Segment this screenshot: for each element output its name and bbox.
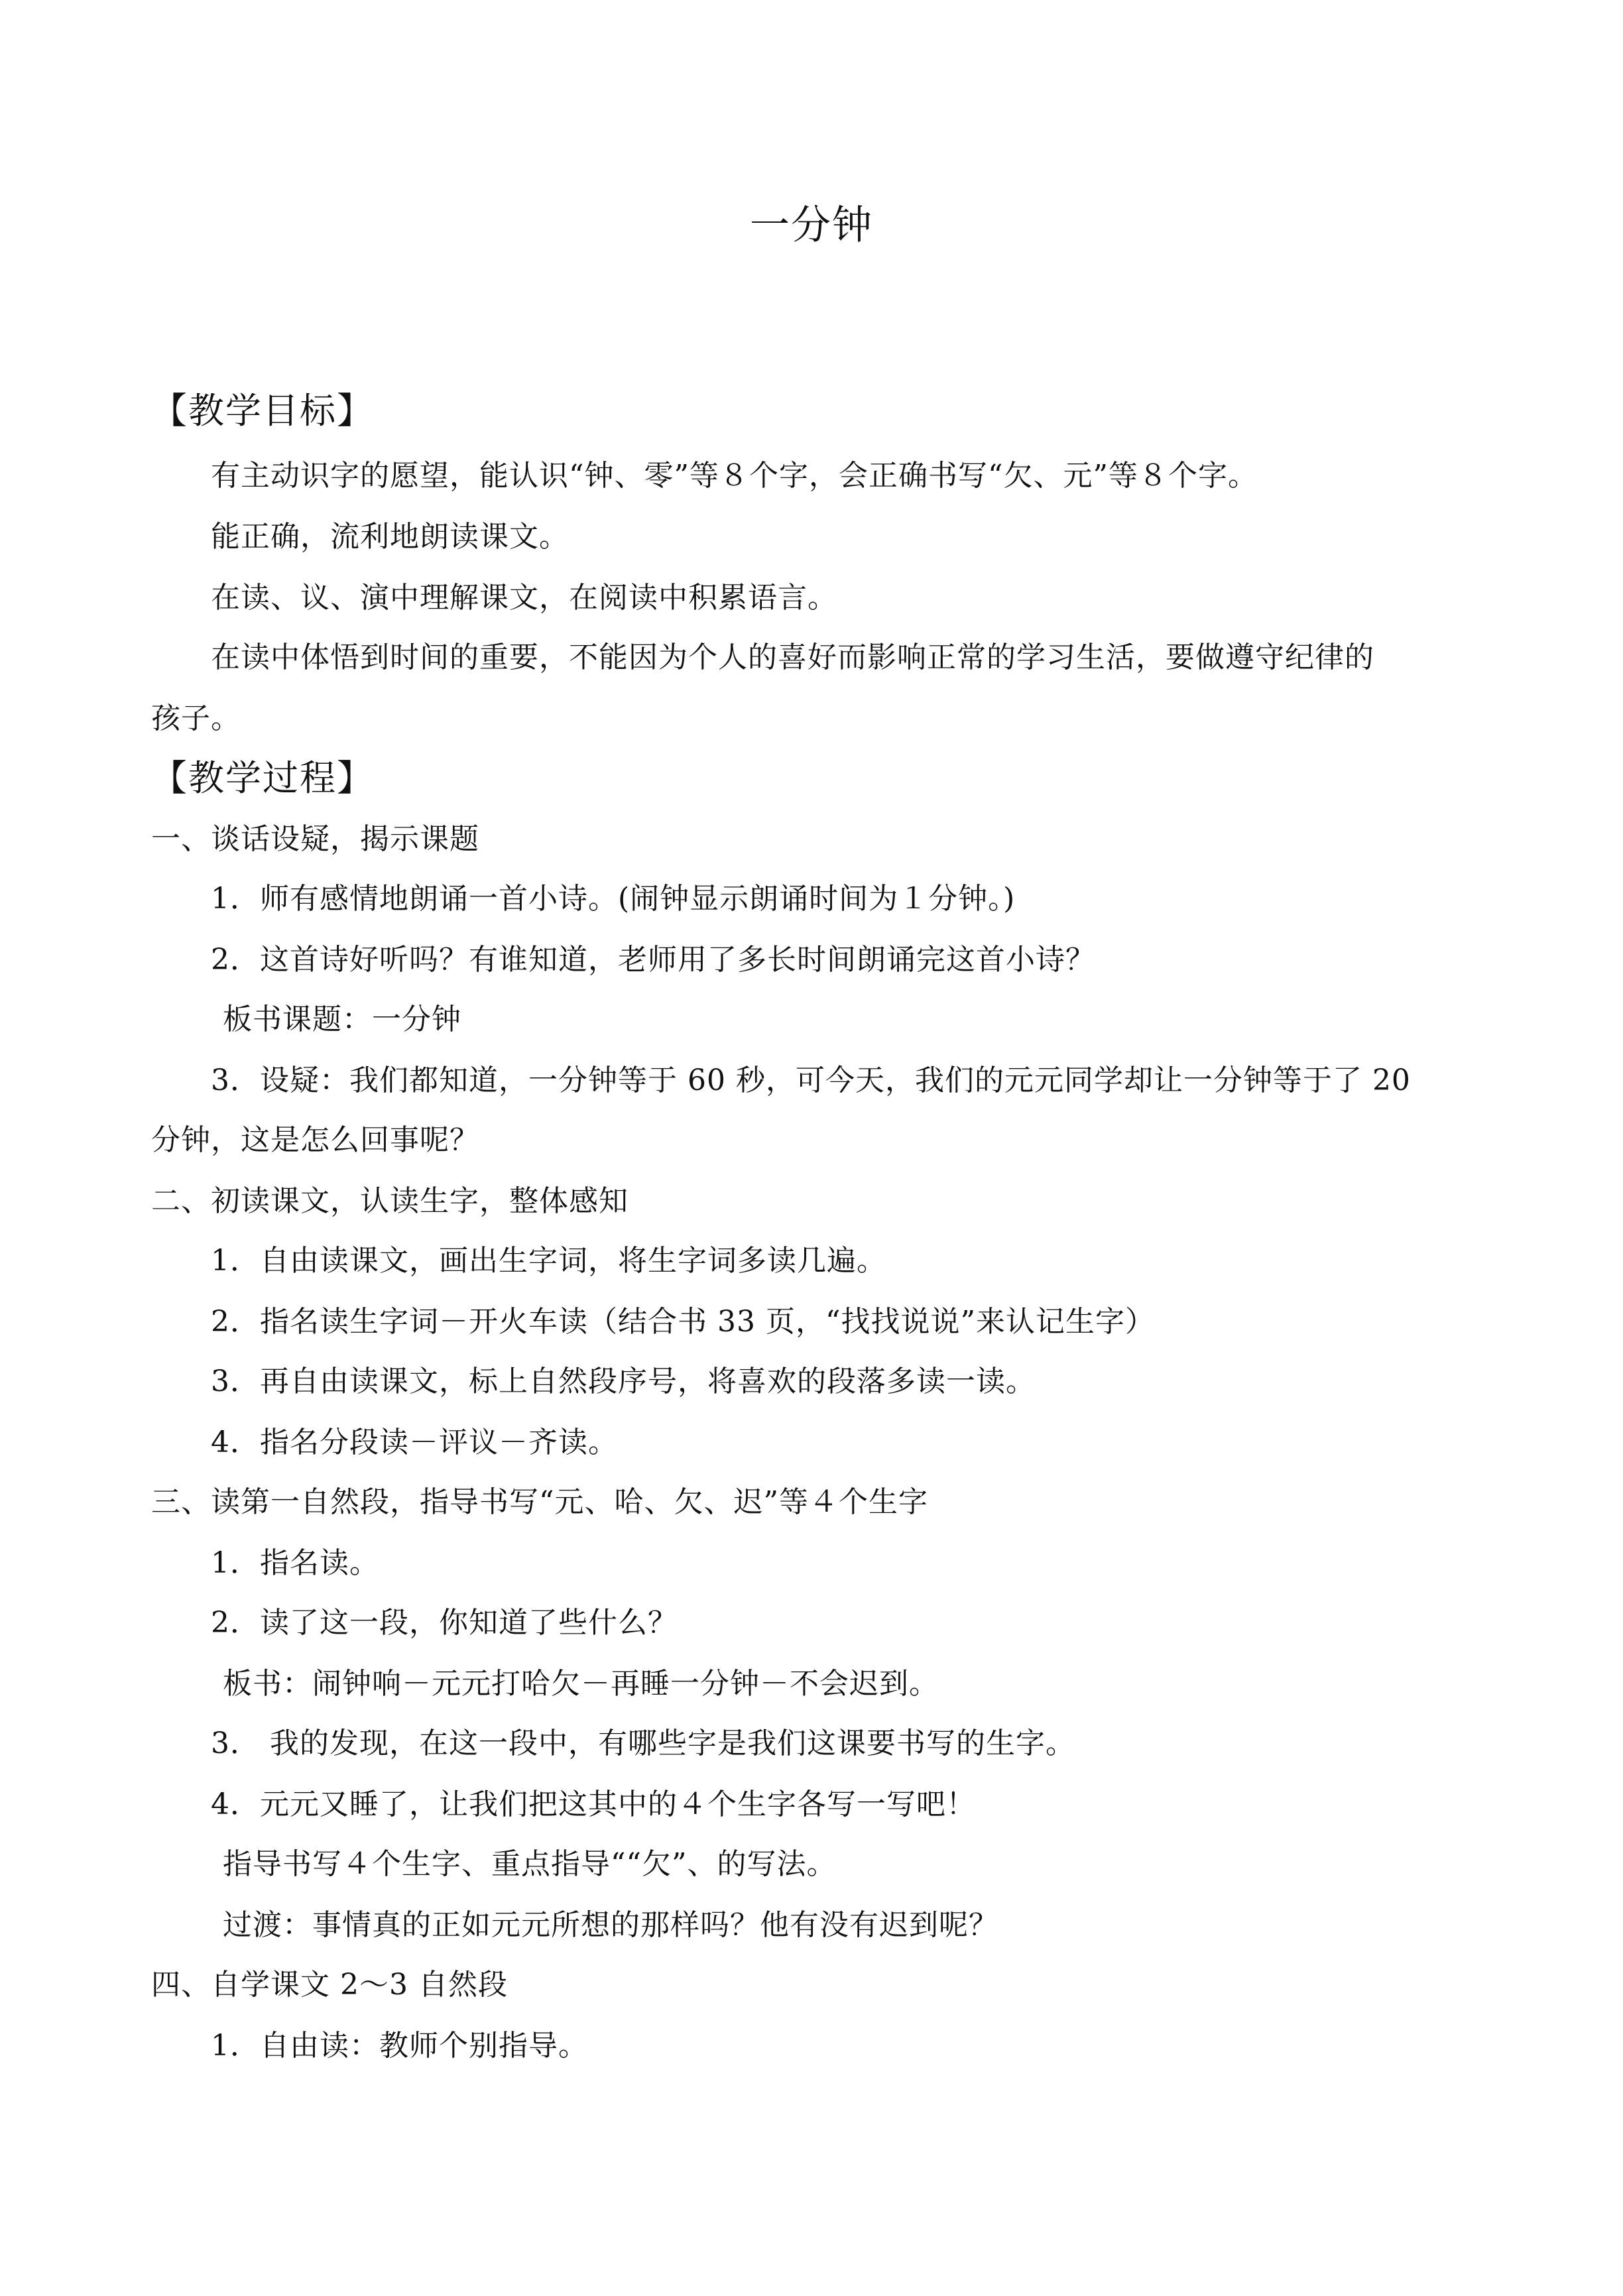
objective-item: 在读、议、演中理解课文，在阅读中积累语言。 bbox=[211, 581, 837, 615]
list-item: 3．设疑：我们都知道，一分钟等于 60 秒，可今天，我们的元元同学却让一分钟等于了 20 bbox=[211, 1063, 1411, 1097]
section-title: 二、初读课文，认读生字，整体感知 bbox=[151, 1184, 629, 1218]
list-item: 1．自由读课文，画出生字词，将生字词多读几遍。 bbox=[211, 1244, 886, 1278]
list-item: 4．元元又睡了，让我们把这其中的４个生字各写一写吧！ bbox=[211, 1787, 976, 1821]
section-title: 四、自学课文 2～3 自然段 bbox=[151, 1968, 508, 2002]
section-title: 一、谈话设疑，揭示课题 bbox=[151, 822, 479, 856]
list-item: 4．指名分段读－评议－齐读。 bbox=[211, 1425, 618, 1459]
list-item: 2．读了这一段，你知道了些什么？ bbox=[211, 1606, 678, 1640]
list-item: 1．自由读：教师个别指导。 bbox=[211, 2029, 588, 2063]
process-heading: 【教学过程】 bbox=[151, 757, 374, 799]
objective-item: 能正确，流利地朗读课文。 bbox=[211, 520, 569, 554]
objective-item: 在读中体悟到时间的重要，不能因为个人的喜好而影响正常的学习生活，要做遵守纪律的 bbox=[211, 640, 1374, 674]
list-item-continuation: 分钟，这是怎么回事呢？ bbox=[151, 1123, 479, 1157]
section-title: 三、读第一自然段，指导书写“元、哈、欠、迟”等４个生字 bbox=[151, 1485, 928, 1519]
objectives-heading: 【教学目标】 bbox=[151, 390, 374, 432]
list-item: 3． 我的发现，在这一段中，有哪些字是我们这课要书写的生字。 bbox=[211, 1726, 1075, 1760]
list-item: 2．指名读生字词－开火车读（结合书 33 页，“找找说说”来认记生字） bbox=[211, 1305, 1155, 1339]
list-item: 3．再自由读课文，标上自然段序号，将喜欢的段落多读一读。 bbox=[211, 1364, 1036, 1398]
page-title: 一分钟 bbox=[750, 202, 873, 249]
board-note: 板书课题：一分钟 bbox=[223, 1002, 461, 1036]
list-item: 1．指名读。 bbox=[211, 1546, 379, 1580]
list-item: 1．师有感情地朗诵一首小诗。(闹钟显示朗诵时间为１分钟。) bbox=[211, 882, 1016, 916]
objective-item: 有主动识字的愿望，能认识“钟、零”等８个字，会正确书写“欠、元”等８个字。 bbox=[211, 459, 1258, 493]
guidance-note: 指导书写４个生字、重点指导““欠”、的写法。 bbox=[223, 1847, 837, 1881]
board-note: 板书：闹钟响－元元打哈欠－再睡一分钟－不会迟到。 bbox=[223, 1667, 939, 1701]
transition-note: 过渡：事情真的正如元元所想的那样吗？他有没有迟到呢？ bbox=[223, 1908, 998, 1942]
list-item: 2．这首诗好听吗？有谁知道，老师用了多长时间朗诵完这首小诗？ bbox=[211, 943, 1095, 977]
objective-item-continuation: 孩子。 bbox=[151, 701, 241, 735]
